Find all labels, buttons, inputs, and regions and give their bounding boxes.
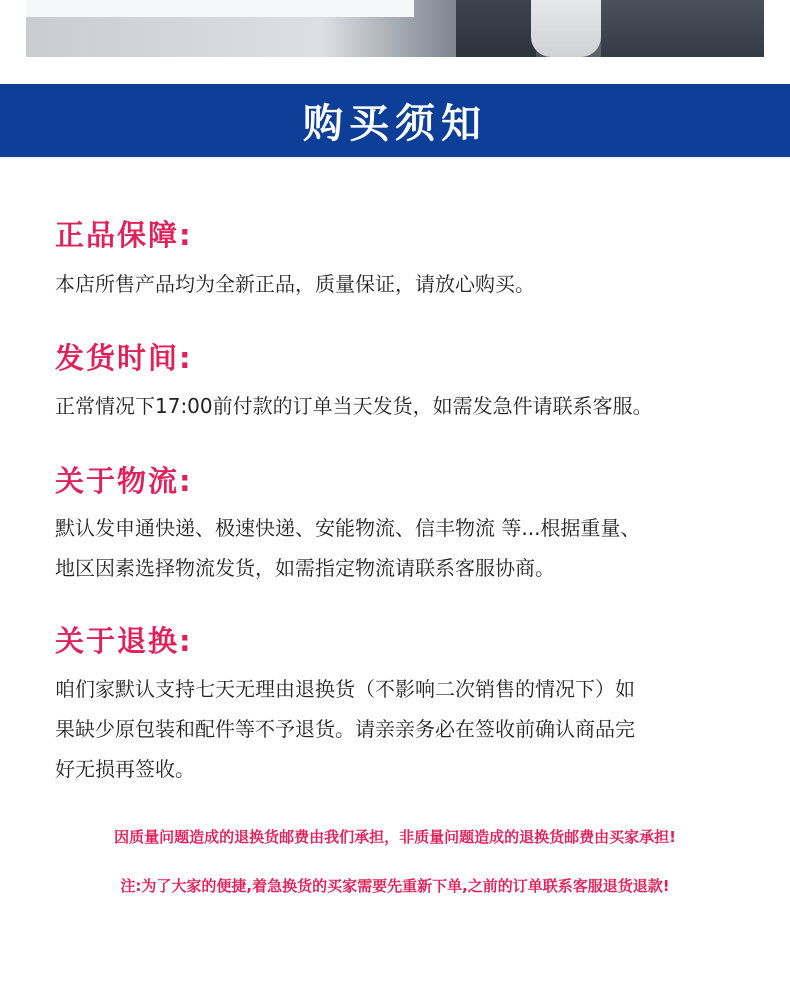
- section-text-returns: [55, 669, 755, 789]
- text-line: 咱们家默认支持七天无理由退换货（不影响二次销售的情况下）如: [55, 677, 635, 701]
- photo-card: [26, 0, 414, 17]
- text-line: 本店所售产品均为全新正品，质量保证，请放心购买。: [55, 272, 535, 296]
- text-line: 好无损再签收。: [55, 757, 195, 781]
- note-postage: 因质量问题造成的退换货邮费由我们承担，非质量问题造成的退换货邮费由买家承担!: [114, 828, 676, 846]
- title-banner: [0, 84, 790, 157]
- section-text-authentic: [55, 264, 755, 304]
- note-reorder: 注:为了大家的便捷,着急换货的买家需要先重新下单,之前的订单联系客服退货退款!: [120, 877, 670, 895]
- banner-title: 购买须知: [303, 101, 487, 147]
- section-heading-authentic: 正品保障:: [55, 218, 193, 252]
- header-photo: [26, 0, 764, 57]
- text-line: 果缺少原包装和配件等不予退货。请亲亲务必在签收前确认商品完: [55, 717, 635, 741]
- photo-jacket-left: [456, 0, 536, 57]
- photo-jacket-right: [601, 0, 764, 57]
- section-heading-shipping-time: 发货时间:: [55, 341, 193, 375]
- text-line: 地区因素选择物流发货，如需指定物流请联系客服协商。: [55, 556, 555, 580]
- text-line: 默认发申通快递、极速快递、安能物流、信丰物流 等...根据重量、: [55, 516, 641, 540]
- photo-shirt: [531, 0, 601, 57]
- section-text-logistics: [55, 508, 755, 588]
- section-heading-returns: 关于退换:: [55, 624, 193, 658]
- section-heading-logistics: 关于物流:: [55, 464, 193, 498]
- text-line: 正常情况下17:00前付款的订单当天发货，如需发急件请联系客服。: [55, 394, 653, 418]
- section-text-shipping-time: [55, 386, 755, 426]
